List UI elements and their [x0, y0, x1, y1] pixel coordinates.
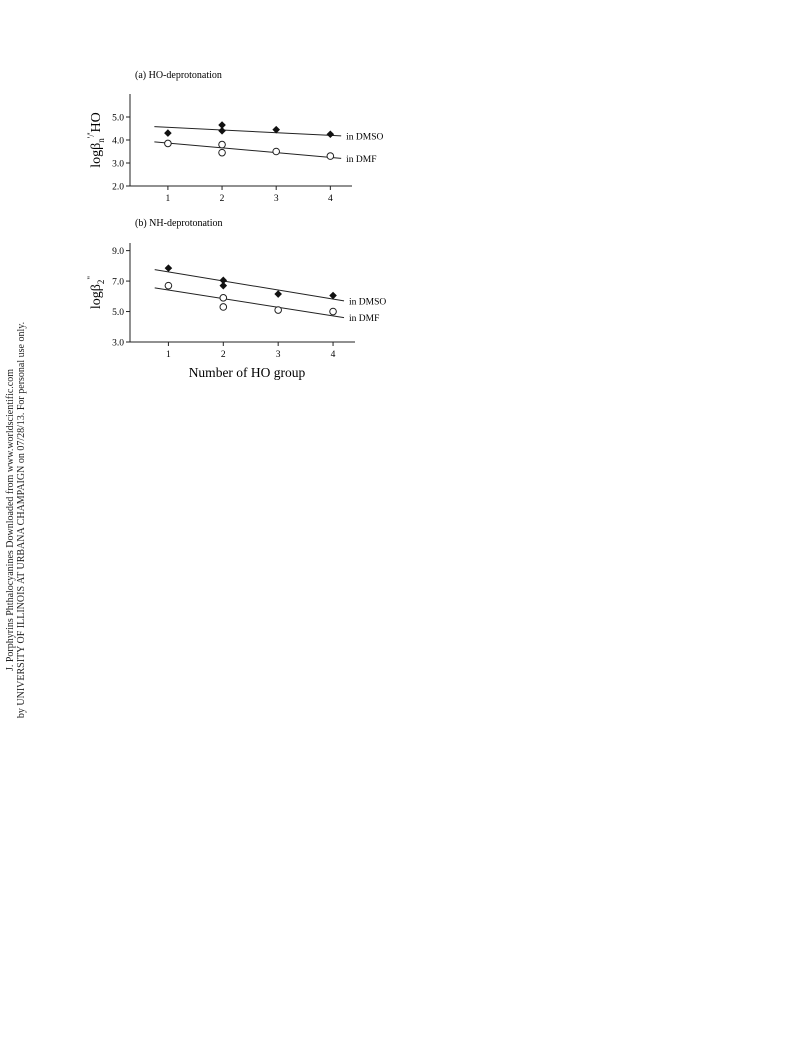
y-tick-label: 9.0	[112, 247, 124, 258]
panel-a-label: (a)	[135, 70, 149, 81]
point-in-dmso	[219, 282, 227, 290]
fit-line-in-dmf	[154, 142, 341, 159]
fit-line-in-dmf	[155, 288, 344, 318]
y-label-sup: "	[86, 275, 96, 280]
y-label-sub: n	[96, 138, 106, 143]
y-label-sub: 2	[96, 279, 106, 285]
x-tick-label: 1	[165, 194, 171, 204]
y-tick-label: 2.0	[112, 182, 124, 193]
x-tick-label: 4	[327, 194, 333, 204]
point-in-dmf	[165, 282, 172, 289]
x-tick-label: 2	[219, 194, 225, 204]
point-in-dmf	[275, 307, 282, 314]
y-tick-label: 7.0	[112, 277, 124, 288]
panel-a-ho-deprotonation	[86, 70, 384, 204]
side-attribution-line-2: by UNIVERSITY OF ILLINOIS AT URBANA CHAMPAIGN on 07/28/13. For personal use only.	[16, 321, 27, 719]
panel-a-title	[135, 70, 222, 81]
fit-line-in-dmso	[154, 127, 341, 136]
point-in-dmf	[220, 304, 227, 311]
panel-a-title-text: HO-deprotonation	[148, 70, 222, 81]
y-tick-label: 3.0	[112, 338, 124, 349]
point-in-dmf	[330, 308, 337, 315]
point-in-dmso	[327, 130, 335, 138]
x-tick-label: 1	[166, 350, 171, 360]
x-tick-label: 3	[275, 350, 281, 360]
panel-b-nh-deprotonation	[86, 218, 386, 360]
point-in-dmso	[165, 264, 173, 272]
x-tick-label: 2	[220, 350, 226, 360]
series-label-in-dmso: in DMSO	[349, 297, 387, 308]
point-in-dmf	[219, 141, 226, 148]
series-label-in-dmf: in DMF	[346, 154, 377, 165]
x-tick-label: 3	[273, 194, 279, 204]
point-in-dmso	[274, 290, 282, 298]
x-axis-label: Number of HO group	[188, 365, 306, 380]
point-in-dmf	[273, 148, 280, 155]
point-in-dmso	[164, 129, 172, 137]
panel-b-label: (b)	[135, 218, 150, 229]
point-in-dmf	[219, 149, 226, 156]
point-in-dmso	[218, 127, 226, 135]
y-label-main: logβ	[89, 284, 104, 310]
y-tick-label: 5.0	[112, 308, 124, 319]
y-label-tail: HO	[89, 112, 104, 133]
x-tick-label: 4	[330, 350, 336, 360]
side-attribution-line-1: J. Porphyrins Phthalocyanines Downloaded from www.worldscientific.com	[5, 368, 16, 672]
y-tick-label: 3.0	[112, 159, 124, 170]
point-in-dmf	[220, 295, 227, 302]
y-label-sup: '/'	[86, 132, 96, 139]
series-label-in-dmf: in DMF	[349, 314, 380, 325]
y-tick-label: 5.0	[112, 113, 124, 124]
series-label-in-dmso: in DMSO	[346, 132, 384, 143]
y-label-main: logβ	[89, 142, 104, 168]
panel-b-title-text: NH-deprotonation	[149, 218, 223, 229]
point-in-dmf	[327, 153, 334, 160]
y-tick-label: 4.0	[112, 136, 124, 147]
panel-b-title	[135, 218, 223, 229]
y-axis-label	[86, 276, 106, 310]
y-axis-label	[86, 112, 106, 168]
fit-line-in-dmso	[155, 270, 344, 301]
point-in-dmf	[165, 140, 172, 147]
